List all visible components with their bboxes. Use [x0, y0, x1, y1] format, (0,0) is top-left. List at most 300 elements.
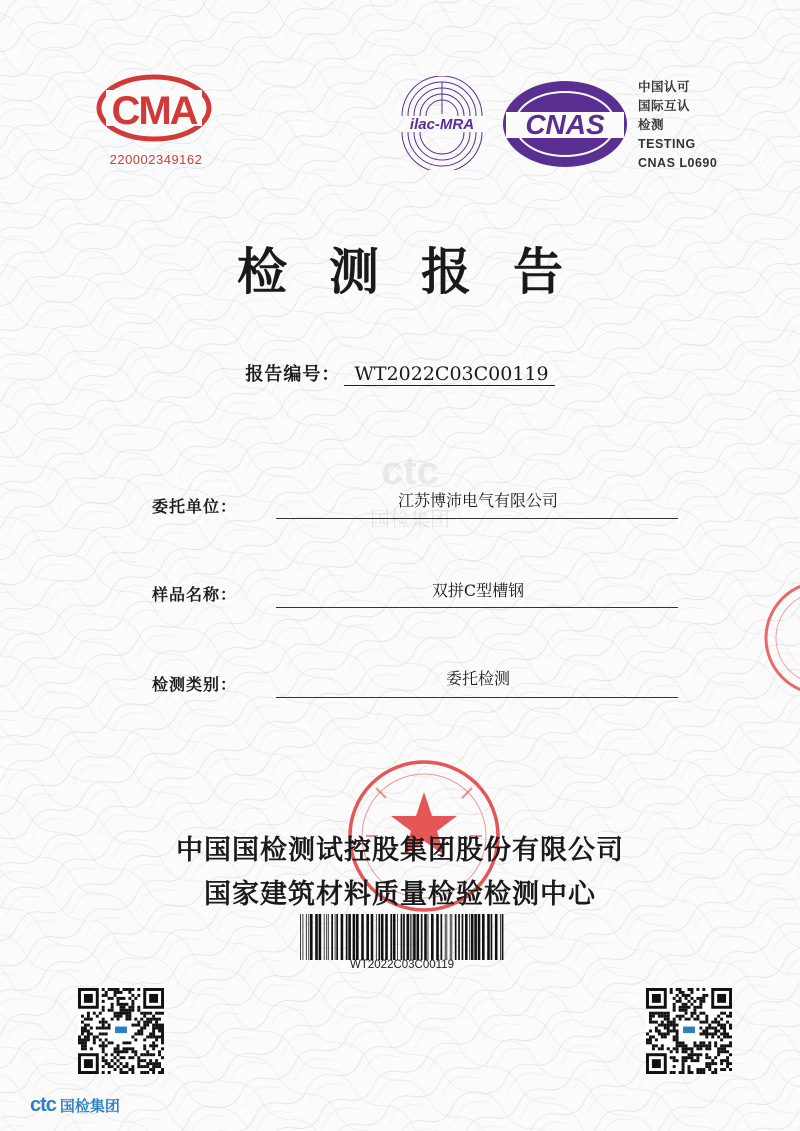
qr-module — [155, 1059, 158, 1062]
qr-module — [120, 1015, 123, 1018]
qr-module — [702, 997, 705, 1000]
qr-module — [708, 1032, 711, 1035]
qr-module — [140, 1059, 143, 1062]
qr-module — [117, 1065, 120, 1068]
qr-module — [108, 1024, 111, 1027]
qr-module — [673, 1003, 676, 1006]
qr-module — [137, 1006, 140, 1009]
qr-module — [690, 1015, 693, 1018]
qr-module — [108, 997, 111, 1000]
cma-certificate-number: 220002349162 — [109, 152, 203, 167]
qr-module — [102, 1056, 105, 1059]
qr-module — [720, 1050, 723, 1053]
qr-module — [679, 1009, 682, 1012]
qr-module — [729, 1044, 732, 1047]
barcode-bar — [346, 914, 348, 960]
qr-module — [655, 1038, 658, 1041]
qr-module — [729, 1027, 732, 1030]
qr-module — [705, 1032, 708, 1035]
qr-module — [688, 994, 691, 997]
qr-module — [667, 1018, 670, 1021]
qr-module — [714, 1044, 717, 1047]
qr-module — [128, 1047, 131, 1050]
qr-module — [78, 1038, 81, 1041]
qr-module — [137, 1056, 140, 1059]
qr-module — [690, 988, 693, 991]
qr-module — [714, 1027, 717, 1030]
qr-module — [152, 1030, 155, 1033]
barcode-number: WT2022C03C00119 — [350, 959, 454, 971]
qr-module — [676, 1047, 679, 1050]
barcode-bar — [451, 914, 452, 960]
qr-module — [134, 1024, 137, 1027]
qr-module — [702, 1032, 705, 1035]
qr-module — [705, 1021, 708, 1024]
qr-module — [102, 1041, 105, 1044]
qr-module — [696, 1053, 699, 1056]
qr-module — [702, 1012, 705, 1015]
qr-module — [161, 1038, 164, 1041]
qr-module — [143, 1044, 146, 1047]
qr-module — [667, 1030, 670, 1033]
qr-module — [696, 1068, 699, 1071]
barcode-bar — [385, 914, 388, 960]
qr-module — [128, 1041, 131, 1044]
qr-module — [125, 988, 128, 991]
qr-module — [125, 1050, 128, 1053]
qr-module — [649, 1021, 652, 1024]
qr-module — [702, 1021, 705, 1024]
qr-module — [705, 1018, 708, 1021]
sample-name-underline — [276, 607, 678, 608]
qr-module — [105, 1044, 108, 1047]
qr-module — [149, 1018, 152, 1021]
qr-module — [652, 1044, 655, 1047]
qr-module — [120, 991, 123, 994]
qr-module — [711, 1059, 714, 1062]
qr-module — [122, 1009, 125, 1012]
barcode-bar — [465, 914, 468, 960]
qr-module — [111, 1003, 114, 1006]
qr-module — [131, 988, 134, 991]
barcode-bar — [446, 914, 447, 960]
qr-module — [655, 1012, 658, 1015]
qr-module — [670, 1024, 673, 1027]
qr-module — [158, 1065, 161, 1068]
qr-module — [696, 1059, 699, 1062]
qr-module — [649, 1035, 652, 1038]
qr-module — [673, 997, 676, 1000]
qr-module — [140, 1065, 143, 1068]
barcode-bar — [366, 914, 369, 960]
qr-module — [111, 988, 114, 991]
qr-module — [702, 994, 705, 997]
qr-module — [134, 997, 137, 1000]
qr-module — [670, 1050, 673, 1053]
qr-module — [717, 1024, 720, 1027]
qr-module — [158, 1024, 161, 1027]
qr-module — [143, 1015, 146, 1018]
qr-module — [661, 1021, 664, 1024]
qr-module — [667, 1015, 670, 1018]
qr-module — [693, 1018, 696, 1021]
qr-module — [723, 1030, 726, 1033]
qr-module — [128, 997, 131, 1000]
qr-module — [87, 1035, 90, 1038]
qr-module — [723, 1044, 726, 1047]
qr-module — [161, 1024, 164, 1027]
watermark-name: 国检集团 — [370, 507, 450, 531]
qr-module — [93, 1035, 96, 1038]
barcode-bar — [328, 914, 329, 960]
qr-module — [705, 1027, 708, 1030]
qr-module — [137, 994, 140, 997]
qr-module — [661, 1032, 664, 1035]
qr-module — [125, 1009, 128, 1012]
qr-module — [661, 1035, 664, 1038]
qr-module — [102, 1018, 105, 1021]
qr-module — [152, 1024, 155, 1027]
qr-module — [140, 1032, 143, 1035]
qr-module — [705, 1053, 708, 1056]
barcode-bar — [500, 914, 501, 960]
qr-module — [105, 1053, 108, 1056]
qr-module — [717, 1021, 720, 1024]
qr-module — [720, 1032, 723, 1035]
qr-module — [699, 1071, 702, 1074]
qr-module — [152, 1065, 155, 1068]
barcode-bar — [403, 914, 405, 960]
qr-module — [702, 988, 705, 991]
qr-module — [81, 1032, 84, 1035]
document-title: 检测报告 — [237, 242, 605, 301]
qr-module — [105, 991, 108, 994]
qr-module — [676, 1059, 679, 1062]
qr-module — [711, 1035, 714, 1038]
qr-module — [708, 1056, 711, 1059]
qr-module — [128, 1012, 131, 1015]
qr-module — [688, 988, 691, 991]
qr-module — [117, 988, 120, 991]
qr-module — [693, 1044, 696, 1047]
qr-module — [693, 1000, 696, 1003]
qr-module — [708, 1047, 711, 1050]
qr-module — [729, 1035, 732, 1038]
qr-finder — [149, 994, 158, 1003]
qr-module — [161, 1071, 164, 1074]
barcode-bar — [495, 914, 498, 960]
qr-module — [673, 1059, 676, 1062]
qr-module — [140, 1018, 143, 1021]
qr-module — [161, 1056, 164, 1059]
qr-module — [720, 1018, 723, 1021]
qr-module — [102, 1050, 105, 1053]
edge-seal-stamp — [752, 578, 800, 698]
qr-module — [99, 1032, 102, 1035]
qr-module — [702, 1030, 705, 1033]
qr-module — [131, 1065, 134, 1068]
qr-module — [699, 1041, 702, 1044]
qr-module — [664, 1024, 667, 1027]
qr-module — [108, 1041, 111, 1044]
qr-module — [685, 994, 688, 997]
qr-module — [134, 1018, 137, 1021]
qr-module — [90, 1018, 93, 1021]
qr-module — [729, 1062, 732, 1065]
qr-module — [111, 1018, 114, 1021]
qr-finder — [717, 994, 726, 1003]
qr-module — [729, 1068, 732, 1071]
cnas-line: 检测 — [638, 118, 665, 132]
qr-module — [708, 1065, 711, 1068]
qr-module — [120, 1062, 123, 1065]
qr-module — [685, 1009, 688, 1012]
qr-module — [685, 1044, 688, 1047]
qr-module — [670, 1021, 673, 1024]
qr-module — [649, 1015, 652, 1018]
qr-module — [682, 1009, 685, 1012]
qr-module — [158, 1062, 161, 1065]
qr-module — [143, 1059, 146, 1062]
qr-module — [105, 1038, 108, 1041]
report-number-value: WT2022C03C00119 — [344, 363, 554, 386]
qr-module — [693, 1041, 696, 1044]
qr-module — [155, 1035, 158, 1038]
qr-module — [649, 1018, 652, 1021]
qr-module — [155, 1062, 158, 1065]
qr-module — [128, 988, 131, 991]
qr-module — [149, 1053, 152, 1056]
qr-module — [131, 1024, 134, 1027]
barcode-bar — [458, 914, 460, 960]
qr-module — [652, 1047, 655, 1050]
qr-module — [114, 1062, 117, 1065]
qr-module — [693, 1009, 696, 1012]
qr-module — [120, 1068, 123, 1071]
qr-module — [670, 1071, 673, 1074]
qr-module — [122, 1056, 125, 1059]
qr-module — [105, 1027, 108, 1030]
qr-module — [122, 988, 125, 991]
qr-module — [676, 1015, 679, 1018]
qr-module — [655, 1030, 658, 1033]
qr-module — [158, 1071, 161, 1074]
qr-module — [134, 1053, 137, 1056]
qr-module — [696, 988, 699, 991]
barcode-bar — [421, 914, 423, 960]
qr-module — [699, 1047, 702, 1050]
qr-module — [699, 1021, 702, 1024]
qr-module — [688, 1056, 691, 1059]
qr-module — [676, 1032, 679, 1035]
ctc-logo-name: 国检集团 — [59, 1098, 120, 1115]
qr-module — [682, 1065, 685, 1068]
qr-module — [673, 1006, 676, 1009]
qr-module — [690, 1053, 693, 1056]
qr-module — [152, 1035, 155, 1038]
qr-module — [658, 1047, 661, 1050]
client-value: 江苏博沛电气有限公司 — [397, 491, 558, 510]
qr-module — [120, 1006, 123, 1009]
qr-module — [693, 1059, 696, 1062]
qr-module — [108, 1065, 111, 1068]
barcode-bar — [319, 914, 322, 960]
qr-module — [673, 1038, 676, 1041]
qr-module — [122, 1071, 125, 1074]
qr-module — [155, 1018, 158, 1021]
qr-module — [111, 997, 114, 1000]
qr-module — [146, 1021, 149, 1024]
qr-module — [699, 1003, 702, 1006]
qr-code-left — [78, 988, 164, 1074]
qr-module — [146, 1062, 149, 1065]
qr-module — [161, 1032, 164, 1035]
qr-module — [705, 1047, 708, 1050]
qr-module — [696, 1006, 699, 1009]
qr-module — [117, 1003, 120, 1006]
qr-module — [667, 1021, 670, 1024]
barcode-bar — [436, 914, 439, 960]
barcode-bar — [331, 914, 333, 960]
qr-module — [696, 1056, 699, 1059]
qr-module — [84, 1024, 87, 1027]
qr-module — [155, 1044, 158, 1047]
qr-module — [131, 1006, 134, 1009]
qr-module — [152, 1071, 155, 1074]
qr-module — [714, 1056, 717, 1059]
qr-module — [99, 1012, 102, 1015]
qr-module — [708, 1027, 711, 1030]
qr-module — [682, 1050, 685, 1053]
qr-module — [682, 1006, 685, 1009]
barcode-bar — [502, 914, 504, 960]
qr-module — [102, 1059, 105, 1062]
qr-module — [699, 1006, 702, 1009]
qr-module — [105, 994, 108, 997]
qr-module — [673, 1021, 676, 1024]
barcode-bar — [310, 914, 313, 960]
qr-module — [84, 1018, 87, 1021]
qr-module — [146, 1012, 149, 1015]
qr-module — [81, 1015, 84, 1018]
qr-module — [682, 1056, 685, 1059]
qr-module — [117, 997, 120, 1000]
qr-module — [143, 1024, 146, 1027]
qr-module — [685, 1006, 688, 1009]
qr-module — [720, 1047, 723, 1050]
qr-module — [652, 1021, 655, 1024]
qr-module — [690, 1003, 693, 1006]
qr-module — [690, 1047, 693, 1050]
qr-module — [161, 1027, 164, 1030]
qr-module — [120, 1056, 123, 1059]
qr-module — [682, 1015, 685, 1018]
barcode-bar — [348, 914, 351, 960]
cnas-line: CNAS L0690 — [638, 156, 718, 170]
qr-module — [658, 1012, 661, 1015]
barcode-bar — [491, 914, 493, 960]
qr-module — [120, 1050, 123, 1053]
qr-module — [682, 1044, 685, 1047]
qr-module — [664, 1027, 667, 1030]
qr-module — [717, 1047, 720, 1050]
barcode-bar — [462, 914, 464, 960]
qr-module — [117, 1047, 120, 1050]
qr-module — [682, 1071, 685, 1074]
barcode-bar — [407, 914, 410, 960]
qr-module — [664, 1012, 667, 1015]
cnas-accreditation-text — [638, 78, 717, 173]
qr-module — [131, 1050, 134, 1053]
test-type-label: 检测类别： — [152, 675, 238, 694]
qr-module — [688, 1018, 691, 1021]
qr-module — [693, 1012, 696, 1015]
qr-module — [87, 1030, 90, 1033]
qr-module — [137, 988, 140, 991]
qr-module — [693, 1006, 696, 1009]
qr-module — [102, 1032, 105, 1035]
barcode-bar — [412, 914, 413, 960]
qr-module — [81, 1027, 84, 1030]
qr-module — [122, 1006, 125, 1009]
qr-module — [688, 1065, 691, 1068]
qr-module — [152, 1053, 155, 1056]
qr-module — [146, 1071, 149, 1074]
qr-module — [726, 1059, 729, 1062]
barcode-bar — [469, 914, 470, 960]
qr-module — [117, 991, 120, 994]
qr-module — [667, 1032, 670, 1035]
qr-module — [125, 1041, 128, 1044]
qr-module — [673, 1056, 676, 1059]
qr-module — [673, 1030, 676, 1033]
barcode-bar — [455, 914, 457, 960]
qr-module — [146, 1018, 149, 1021]
qr-module — [661, 1047, 664, 1050]
barcode-bar — [376, 914, 377, 960]
qr-module — [117, 1044, 120, 1047]
barcode-bar — [315, 914, 318, 960]
qr-module — [696, 1015, 699, 1018]
qr-module — [661, 1024, 664, 1027]
qr-module — [649, 1041, 652, 1044]
qr-module — [102, 994, 105, 997]
qr-module — [143, 1053, 146, 1056]
qr-module — [723, 1047, 726, 1050]
qr-module — [158, 1030, 161, 1033]
qr-module — [723, 1024, 726, 1027]
qr-module — [149, 1021, 152, 1024]
qr-module — [705, 1044, 708, 1047]
qr-module — [652, 1012, 655, 1015]
qr-module — [114, 988, 117, 991]
qr-module — [723, 1050, 726, 1053]
qr-module — [111, 1009, 114, 1012]
sample-name-label: 样品名称： — [152, 585, 238, 604]
qr-module — [161, 1012, 164, 1015]
qr-module — [690, 1059, 693, 1062]
qr-module — [679, 997, 682, 1000]
qr-module — [102, 1044, 105, 1047]
qr-module — [720, 1024, 723, 1027]
qr-module — [99, 1044, 102, 1047]
qr-module — [105, 1062, 108, 1065]
qr-module — [676, 1050, 679, 1053]
qr-module — [114, 1012, 117, 1015]
qr-module — [649, 1038, 652, 1041]
qr-module — [102, 1006, 105, 1009]
qr-module — [152, 1018, 155, 1021]
